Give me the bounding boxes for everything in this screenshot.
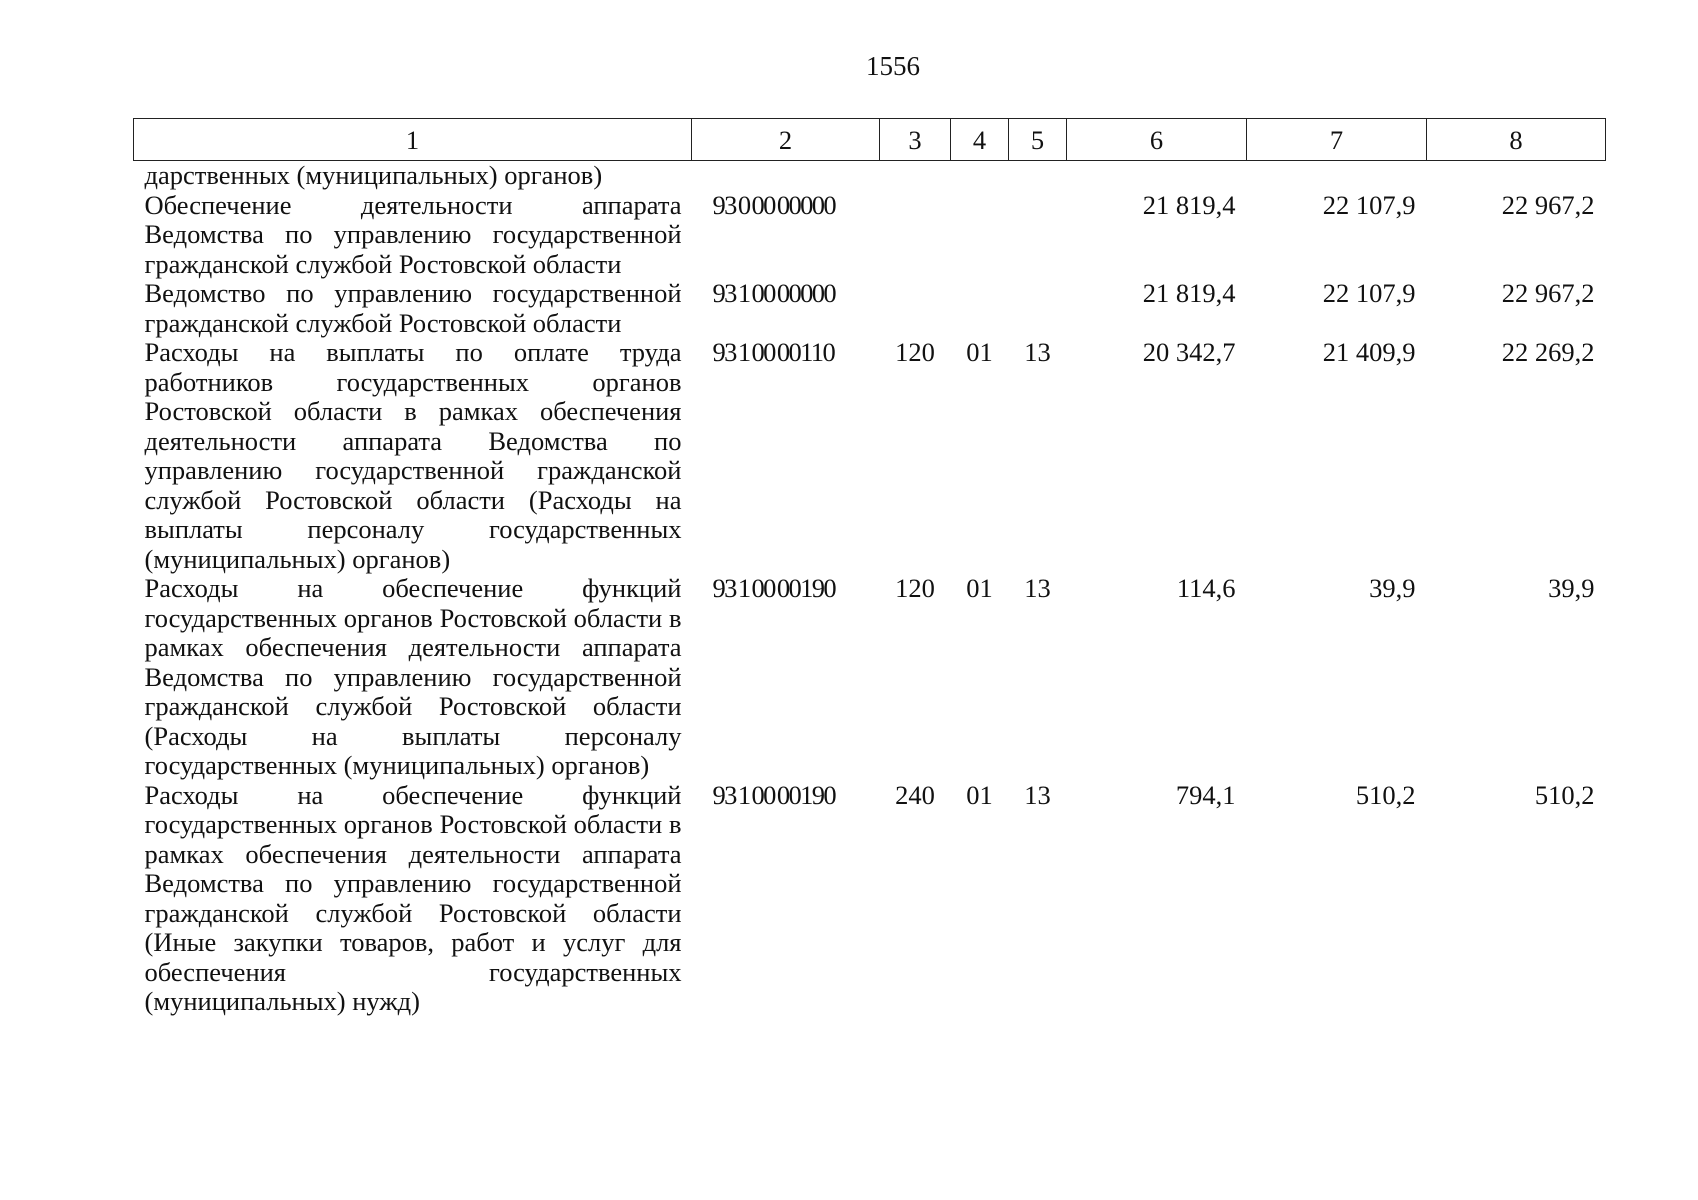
row-name: Обеспечение деятельности аппарата Ведомства по управлению государственной гражданской службой Ростовской области [144, 189, 682, 279]
row-year-3: 22 269,2 [1501, 337, 1595, 367]
row-year-2: 22 107,9 [1322, 189, 1416, 220]
budget-table [133, 118, 1606, 1017]
row-csr: 93 1 00 00190 [712, 573, 836, 603]
row-year-3: 22 967,2 [1501, 278, 1595, 308]
row-vr: 120 [895, 337, 935, 367]
row-pr [1009, 279, 1067, 338]
row-csr: 93 1 00 00000 [712, 278, 836, 308]
row-year-1: 20 342,7 [1142, 337, 1236, 367]
row-name: Расходы на выплаты по оплате труда работников государственных органов Ростовской области в рамках обеспечения деятельности аппарата Ведомства по управлению государственной гражданской службой Ростовской области (Расходы на выплаты персоналу государственных (муниципальных) органов) [144, 337, 682, 574]
row-name: Расходы на обеспечение функций государственных органов Ростовской области в рамках обеспечения деятельности аппарата Ведомства по управлению государственной гражданской службой Ростовской области (Расходы на выплаты персоналу государственных (муниципальных) органов) [144, 573, 682, 780]
row-year-1: 21 819,4 [1142, 278, 1236, 308]
row-rz: 01 [966, 337, 993, 367]
row-vr: 120 [895, 573, 935, 603]
header-col-1: 1 [134, 119, 692, 161]
row-rz [951, 279, 1009, 338]
row-name: Ведомство по управлению государственной гражданской службой Ростовской области [144, 278, 682, 338]
header-row [134, 119, 1606, 161]
table-header [134, 119, 1606, 161]
header-col-8: 8 [1427, 119, 1606, 161]
header-col-3: 3 [880, 119, 951, 161]
row-vr [880, 279, 951, 338]
header-col-7: 7 [1247, 119, 1427, 161]
row-csr: 93 1 00 00110 [712, 337, 835, 367]
row-rz: 01 [966, 573, 993, 603]
table-row [134, 191, 1606, 280]
row-year-2: 22 107,9 [1322, 278, 1416, 308]
header-col-6: 6 [1067, 119, 1247, 161]
row-pr: 13 [1024, 779, 1051, 810]
row-year-2: 39,9 [1369, 573, 1416, 603]
row-pr: 13 [1024, 573, 1051, 603]
row-year-3: 39,9 [1548, 573, 1595, 603]
row-rz: 01 [966, 779, 993, 810]
row-year-3: 22 967,2 [1501, 189, 1595, 220]
row-pr: 13 [1024, 337, 1051, 367]
row-year-2: 510,2 [1355, 779, 1416, 810]
row-year-1: 794,1 [1175, 779, 1236, 810]
table-row [134, 338, 1606, 574]
table-row [134, 781, 1606, 1017]
row-vr: 240 [895, 779, 935, 810]
row-year-1: 21 819,4 [1142, 189, 1236, 220]
table-row [134, 574, 1606, 781]
row-csr: 93 1 00 00190 [712, 779, 836, 810]
page-number: 1556 [866, 51, 920, 81]
row-name: Расходы на обеспечение функций государственных органов Ростовской области в рамках обеспечения деятельности аппарата Ведомства по управлению государственной гражданской службой Ростовской области (Иные закупки товаров, работ и услуг для обеспечения государственных (муниципальных) нужд) [144, 779, 682, 1016]
row-csr: 93 0 00 00000 [712, 189, 836, 220]
header-col-4: 4 [951, 119, 1009, 161]
table-row [134, 279, 1606, 338]
row-vr [880, 191, 951, 280]
header-col-5: 5 [1009, 119, 1067, 161]
continuation-text: дарственных (муниципальных) органов) [144, 160, 603, 190]
header-col-2: 2 [692, 119, 880, 161]
row-year-2: 21 409,9 [1322, 337, 1416, 367]
continuation-row [134, 161, 1606, 191]
row-year-1: 114,6 [1176, 573, 1236, 603]
table-body [134, 161, 1606, 1017]
row-pr [1009, 191, 1067, 280]
row-year-3: 510,2 [1534, 779, 1595, 810]
row-rz [951, 191, 1009, 280]
